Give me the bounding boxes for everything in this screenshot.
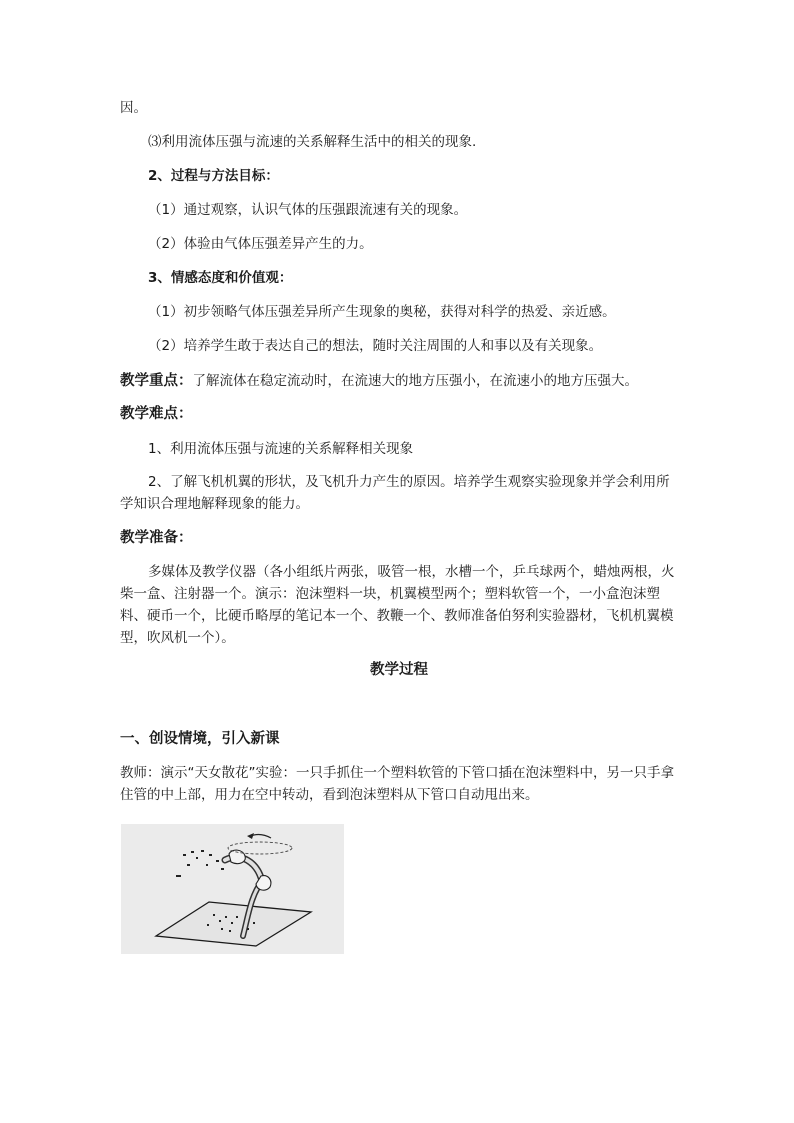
section1-heading: 一、创设情境，引入新课 (120, 731, 280, 747)
preparation-label: 教学准备： (120, 530, 193, 546)
key-point-text: 了解流体在稳定流动时，在流速大的地方压强小，在流速小的地方压强大。 (192, 373, 638, 389)
text-line: （2）体验由气体压强差异产生的力。 (148, 236, 373, 252)
subheading-attitude-goals: 3、情感态度和价值观： (148, 270, 293, 286)
text-line: （1）通过观察，认识气体的压强跟流速有关的现象。 (148, 202, 468, 218)
section1-text: 教师：演示“天女散花”实验：一只手抓住一个塑料软管的下管口插在泡沫塑料中，另一只手拿住管的中上部，用力在空中转动，看到泡沫塑料从下管口自动甩出来。 (120, 765, 674, 803)
difficulty-label: 教学难点： (120, 406, 193, 422)
text-line: 因。 (120, 100, 147, 116)
process-title: 教学过程 (370, 662, 428, 678)
text-line: （1）初步领略气体压强差异所产生现象的奥秘，获得对科学的热爱、亲近感。 (148, 304, 616, 320)
difficulty-item-1: 1、利用流体压强与流速的关系解释相关现象 (148, 441, 414, 457)
text-line: （2）培养学生敢于表达自己的想法，随时关注周围的人和事以及有关现象。 (148, 338, 603, 354)
text-line: ⑶利用流体压强与流速的关系解释生活中的相关的现象. (148, 134, 477, 150)
preparation-text: 多媒体及教学仪器（各小组纸片两张，吸管一根，水槽一个，乒乓球两个，蜡烛两根，火柴一盒、注射器一个。演示：泡沫塑料一块，机翼模型两个；塑料软管一个，一小盒泡沫塑料、硬币一个，比硬币略厚的笔记本一个、教鞭一个、教师准备伯努利实验器材，飞机机翼模型，吹风机一个）。 (120, 564, 675, 646)
key-point (120, 369, 680, 393)
experiment-illustration (121, 824, 344, 954)
subheading-process-goals: 2、过程与方法目标： (148, 168, 279, 184)
difficulty-item-2: 2、了解飞机机翼的形状，及飞机升力产生的原因。培养学生观察实验现象并学会利用所学知识合理地解释现象的能力。 (120, 474, 670, 512)
key-point-label: 教学重点： (120, 373, 193, 389)
